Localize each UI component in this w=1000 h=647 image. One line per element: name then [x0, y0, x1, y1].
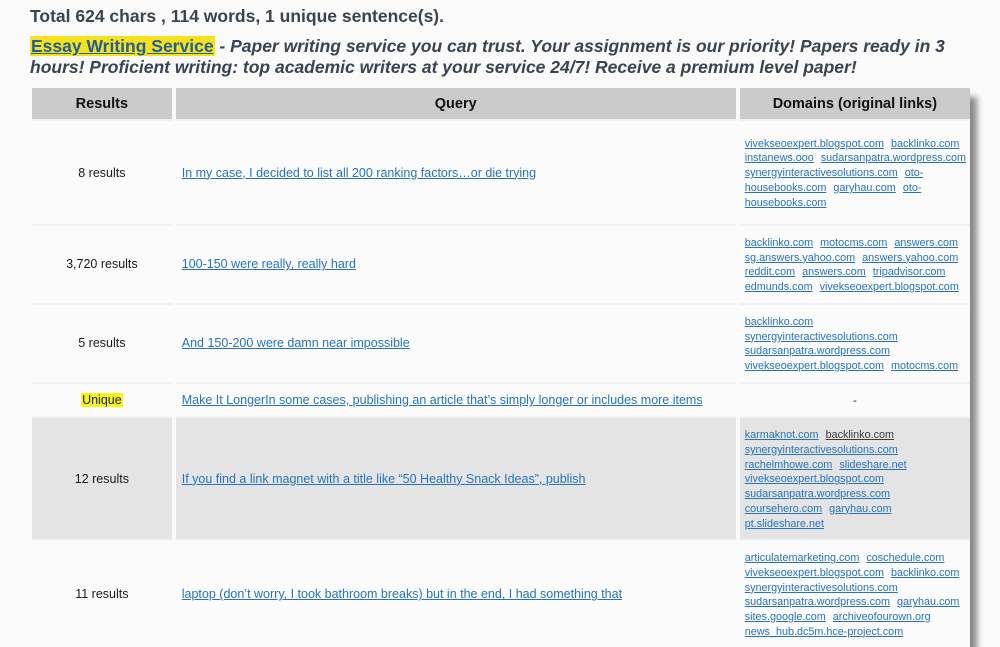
results-cell [32, 382, 172, 417]
results-count: 8 results [32, 119, 172, 224]
header-domains: Domains (original links) [740, 88, 970, 119]
query-link[interactable]: In my case, I decided to list all 200 ranking factors…or die trying [181, 165, 537, 180]
domain-link[interactable]: coursehero.com [744, 502, 823, 515]
table-row [32, 119, 970, 224]
domain-link[interactable]: articulatemarketing.com [744, 552, 860, 565]
domain-link[interactable]: backlinko.com [825, 429, 894, 442]
domains-cell [740, 416, 970, 539]
domain-link[interactable]: edmunds.com [744, 281, 813, 294]
domains-cell [740, 303, 970, 382]
table-row [32, 303, 970, 382]
query-cell [176, 416, 736, 539]
domain-link[interactable]: answers.com [894, 237, 958, 249]
results-table-container [30, 88, 968, 647]
unique-badge: Unique [82, 392, 122, 407]
domain-link[interactable]: vivekseoexpert.blogspot.com [744, 473, 884, 486]
tagline: Paper writing service you can trust. Your assignment is our priority! Papers ready in 3 hours! Proficient writing: top academic writers at your service 24/7! Receive a premium level paper! [30, 36, 945, 77]
domains-cell-empty: - [740, 382, 970, 417]
domain-link[interactable]: motocms.com [820, 237, 888, 249]
table-row [32, 539, 970, 647]
table-header-row [32, 88, 970, 119]
table-row [32, 382, 970, 417]
query-cell [176, 382, 736, 417]
description [30, 36, 980, 78]
brand-link[interactable]: Essay Writing Service [31, 36, 214, 56]
query-link[interactable]: And 150-200 were damn near impossible [181, 336, 410, 351]
query-cell [176, 119, 736, 224]
domain-link[interactable]: answers.yahoo.com [862, 251, 959, 264]
domain-link[interactable]: synergyinteractivesolutions.com [744, 330, 898, 343]
domain-link[interactable]: vivekseoexpert.blogspot.com [744, 359, 884, 372]
domain-link[interactable]: garyhau.com [829, 502, 892, 515]
domain-link[interactable]: vivekseoexpert.blogspot.com [744, 566, 884, 579]
domain-link[interactable]: pt.slideshare.net [744, 517, 824, 530]
domain-link[interactable]: karmaknot.com [744, 429, 819, 442]
domain-link[interactable]: reddit.com [744, 266, 796, 279]
domain-link[interactable]: sudarsanpatra.wordpress.com [820, 152, 967, 165]
domain-link[interactable]: sudarsanpatra.wordpress.com [744, 596, 890, 609]
domain-link[interactable]: synergyinteractivesolutions.com [744, 167, 898, 180]
query-link[interactable]: Make It LongerIn some cases, publishing an article that’s simply longer or includes more items [181, 392, 703, 407]
domain-link[interactable]: answers.com [802, 266, 866, 279]
domain-link[interactable]: backlinko.com [890, 566, 960, 579]
domain-link[interactable]: synergyinteractivesolutions.com [744, 581, 898, 594]
domain-link[interactable]: coschedule.com [866, 552, 945, 565]
results-count: 12 results [32, 416, 172, 539]
domain-link[interactable]: vivekseoexpert.blogspot.com [819, 281, 959, 294]
domain-link[interactable]: tripadvisor.com [872, 266, 946, 279]
domain-link[interactable]: rachelmhowe.com [744, 458, 833, 471]
query-cell [176, 539, 736, 647]
domain-link[interactable]: synergyinteractivesolutions.com [744, 444, 898, 457]
domain-link[interactable]: slideshare.net [839, 458, 907, 471]
domain-link[interactable]: news_hub.dc5m.hce-project.com [744, 625, 904, 638]
results-table [28, 88, 974, 647]
domain-link[interactable]: backlinko.com [744, 315, 814, 328]
summary-stats: Total 624 chars , 114 words, 1 unique sentence(s). [30, 6, 444, 26]
query-link[interactable]: 100-150 were really, really hard [181, 257, 356, 272]
domain-link[interactable]: instanews.ooo [744, 152, 814, 165]
domain-link[interactable]: backlinko.com [744, 237, 814, 249]
header-query: Query [176, 88, 736, 119]
domain-link[interactable]: garyhau.com [896, 596, 960, 609]
domain-link[interactable]: sites.google.com [744, 611, 826, 624]
domain-link[interactable]: sudarsanpatra.wordpress.com [744, 345, 890, 358]
domain-link[interactable]: oto-housebooks.com [744, 167, 924, 194]
domain-link[interactable]: backlinko.com [890, 137, 960, 150]
domains-cell [740, 224, 970, 303]
table-row [32, 224, 970, 303]
results-count: 11 results [32, 539, 172, 647]
query-link[interactable]: If you find a link magnet with a title like “50 Healthy Snack Ideas”, publish [181, 471, 586, 486]
domain-link[interactable]: garyhau.com [833, 181, 896, 194]
separator: - [214, 36, 231, 56]
domains-cell [740, 539, 970, 647]
results-count: 3,720 results [32, 224, 172, 303]
query-cell [176, 224, 736, 303]
domain-link[interactable]: archiveofourown.org [832, 611, 931, 624]
header-results: Results [32, 88, 172, 119]
query-link[interactable]: laptop (don’t worry, I took bathroom breaks) but in the end, I had something that [181, 587, 623, 602]
results-count: 5 results [32, 303, 172, 382]
domain-link[interactable]: motocms.com [890, 359, 959, 372]
domain-link[interactable]: oto-housebooks.com [744, 181, 922, 209]
domain-link[interactable]: sg.answers.yahoo.com [744, 251, 856, 264]
domain-link[interactable]: vivekseoexpert.blogspot.com [744, 137, 884, 150]
table-row [32, 416, 970, 539]
domain-link[interactable]: sudarsanpatra.wordpress.com [744, 488, 890, 501]
query-cell [176, 303, 736, 382]
domains-cell [740, 119, 970, 224]
